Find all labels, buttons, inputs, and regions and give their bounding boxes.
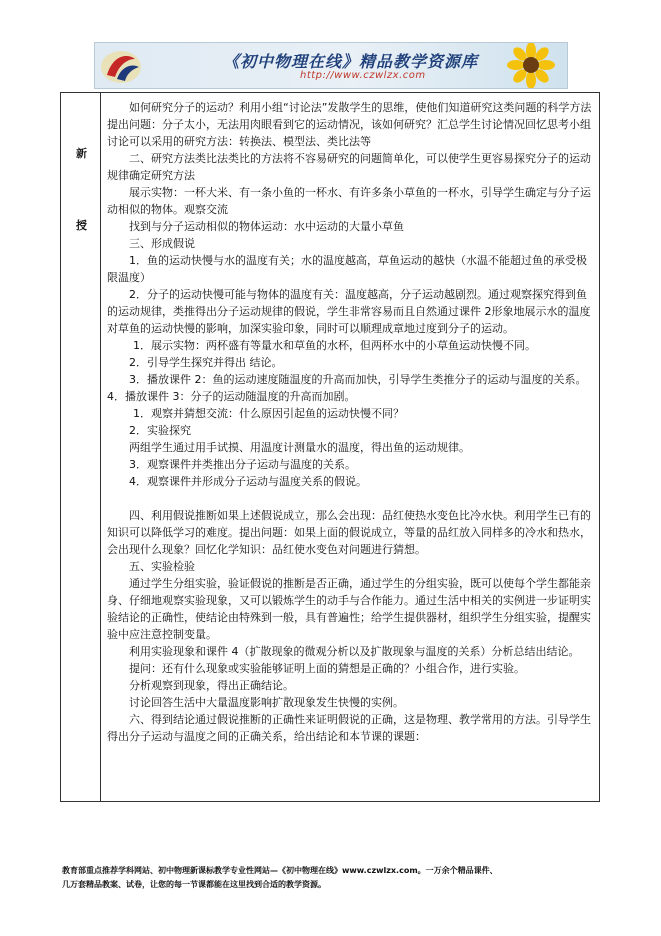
- content-paragraph: 展示实物：一杯大米、有一条小鱼的一杯水、有许多条小草鱼的一杯水，引导学生确定与分子运动相似的物体。观察交流: [107, 186, 591, 216]
- content-paragraph: 2．实验探究: [129, 424, 191, 437]
- content-paragraph: 2．引导学生探究并得出 结论。: [129, 356, 283, 369]
- content-paragraph: 五、实验检验: [129, 560, 195, 573]
- content-paragraph: 4．观察课件并形成分子运动与温度关系的假说。: [129, 475, 367, 488]
- lesson-content: [107, 99, 595, 745]
- content-paragraph: 讨论回答生活中大量温度影响扩散现象发生快慢的实例。: [129, 696, 404, 709]
- content-paragraph: 三、形成假说: [129, 237, 195, 250]
- content-paragraph: 利用实验现象和课件 4（扩散现象的微观分析以及扩散现象与温度的关系）分析总结出结论。: [129, 645, 580, 658]
- side-label-shou: 授: [76, 219, 87, 232]
- content-paragraph: 2．分子的运动快慢可能与物体的温度有关：温度越高，分子运动越剧烈。通过观察探究得到鱼的运动规律，类推得出分子运动规律的假说，学生非常容易而且自然通过课件 2形象地展示水的温度对草鱼的运动快慢的影响，加深实验印象，同时可以顺理成章地过度到分子的运动。: [107, 288, 591, 335]
- page-footer: [62, 864, 622, 892]
- content-paragraph: 二、研究方法类比法类比的方法将不容易研究的问题简单化，可以使学生更容易探究分子的运动规律确定研究方法: [107, 152, 591, 182]
- content-paragraph: 找到与分子运动相似的物体运动：水中运动的大量小草鱼: [129, 220, 404, 233]
- content-paragraph: 3．播放课件 2：鱼的运动速度随温度的升高而加快，引导学生类推分子的运动与温度的关系。4．播放课件 3：分子的运动随温度的升高而加剧。: [107, 373, 587, 403]
- side-label-xin: 新: [76, 147, 87, 160]
- content-paragraph: 如何研究分子的运动？利用小组“讨论法”发散学生的思维，使他们知道研究这类问题的科学方法提出问题：分子太小，无法用肉眼看到它的运动情况，该如何研究？汇总学生讨论情况回忆思考小组讨论可以采用的研究方法：转换法、模型法、类比法等: [107, 101, 592, 148]
- content-paragraph: 分析观察到现象，得出正确结论。: [129, 679, 294, 692]
- content-paragraph: 六、得到结论通过假说推断的正确性来证明假说的正确，这是物理、教学常用的方法。引导学生得出分子运动与温度之间的正确关系，给出结论和本节课的课题：: [107, 713, 591, 743]
- content-paragraph: 提问：还有什么现象或实验能够证明上面的猜想是正确的？小组合作，进行实验。: [129, 662, 525, 675]
- lesson-table: [60, 92, 600, 802]
- header-banner: [94, 42, 568, 89]
- sunflower-icon: [501, 43, 561, 88]
- content-paragraph: 1．鱼的运动快慢与水的温度有关；水的温度越高，草鱼运动的越快（水温不能超过鱼的承受极限温度）: [107, 254, 587, 284]
- site-logo: [97, 45, 145, 87]
- banner-url[interactable]: http://www.czwlzx.com: [300, 70, 426, 81]
- content-paragraph: 两组学生通过用手试摸、用温度计测量水的温度，得出鱼的运动规律。: [129, 441, 470, 454]
- blank-line: [107, 490, 595, 507]
- content-paragraph: 四、利用假说推断如果上述假说成立，那么会出现：品红使热水变色比冷水快。利用学生已有的知识可以降低学习的难度。提出问题：如果上面的假说成立，等量的品红放入同样多的冷水和热水，会出现什么现象？回忆化学知识：品红使水变色对问题进行猜想。: [107, 509, 591, 556]
- content-paragraph: 3．观察课件并类推出分子运动与温度的关系。: [129, 458, 356, 471]
- content-paragraph: 通过学生分组实验，验证假说的推断是否正确，通过学生的分组实验，既可以使每个学生都能亲身、仔细地观察实验现象，又可以锻炼学生的动手与合作能力。通过生活中相关的实例进一步证明实验结论的正确性，使结论由特殊到一般，具有普遍性；给学生提供器材，组织学生分组实验，提醒实验中应注意控制变量。: [107, 577, 591, 641]
- banner-title: 《初中物理在线》精品教学资源库: [223, 52, 479, 71]
- content-paragraph: 1．展示实物：两杯盛有等量水和草鱼的水杯，但两杯水中的小草鱼运动快慢不同。: [133, 339, 536, 352]
- side-label-column: [61, 93, 101, 801]
- footer-line-2: 几万套精品教案、试卷，让您的每一节课都能在这里找到合适的教学资源。: [62, 880, 326, 889]
- footer-line-1: 教育部重点推荐学科网站、初中物理新课标教学专业性网站—《初中物理在线》www.czwlzx.com。一万余个精品课件、: [62, 866, 498, 875]
- content-paragraph: 1．观察并猜想交流：什么原因引起鱼的运动快慢不同？: [133, 407, 404, 420]
